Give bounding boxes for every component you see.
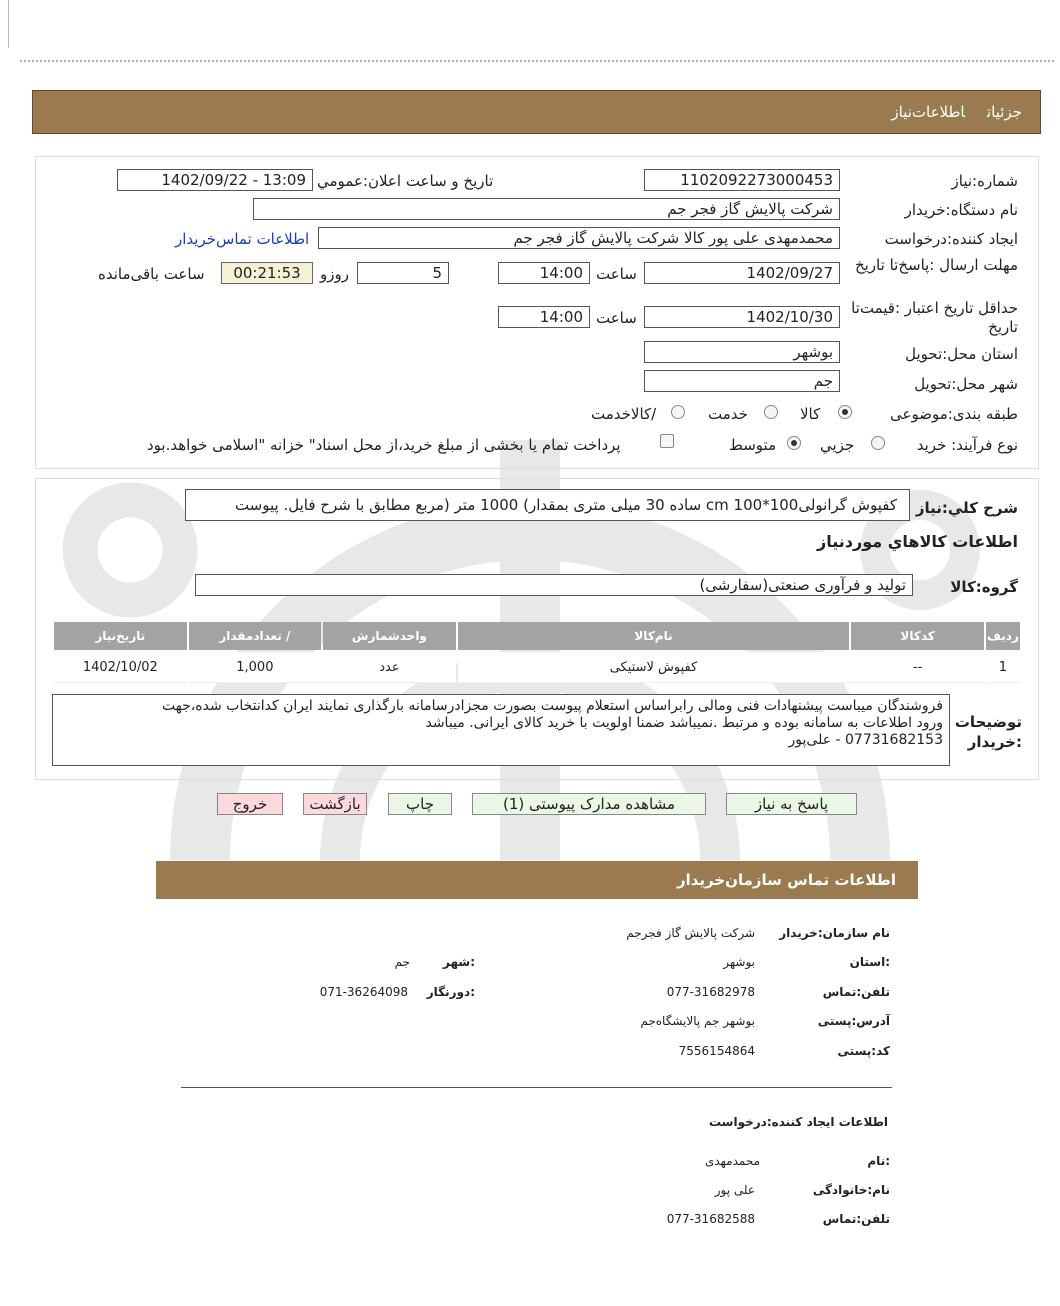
col-name: نام‌کالا <box>458 622 850 650</box>
validity-date-field: 1402/10/30 <box>644 306 840 328</box>
creator-phone-value: 077-31682588 <box>666 1212 755 1226</box>
cell-need-date: 1402/10/02 <box>54 652 187 683</box>
tab-details[interactable]: جزئیات <box>987 103 1022 121</box>
remaining-time-field: 00:21:53 <box>221 262 313 284</box>
treasury-payment-checkbox[interactable] <box>660 434 674 448</box>
goods-group-label: گروه:کالا <box>950 578 1018 596</box>
contact-phone-value: 077-31682978 <box>666 985 755 999</box>
cell-name: کفپوش لاستیکی <box>458 652 850 683</box>
contact-address-label: آدرس:پستی <box>817 1014 890 1028</box>
reply-button[interactable]: پاسخ به نیاز <box>726 793 857 815</box>
process-minor-label: جزیي <box>820 436 855 454</box>
announce-date-field: 1402/09/22 - 13:09 <box>117 169 313 191</box>
creator-name-value: محمدمهدی <box>704 1154 760 1168</box>
general-desc-label: شرح کلي:نیاز <box>915 499 1018 517</box>
back-button[interactable]: بازگشت <box>303 793 367 815</box>
contact-postal-value: 7556154864 <box>678 1044 755 1058</box>
need-number-label: شماره:نیاز <box>951 172 1018 190</box>
top-dotted-divider <box>20 60 1054 62</box>
process-type-label: نوع فرآیند: خرید <box>916 436 1018 454</box>
contact-province-value: بوشهر <box>723 955 755 969</box>
view-attachments-button[interactable]: مشاهده مدارک پیوستی (1) <box>472 793 706 815</box>
creator-field: محمدمهدی علی پور کالا شرکت پالایش گاز فجر جم <box>318 227 840 249</box>
category-service-radio[interactable] <box>764 405 778 419</box>
contact-phone-label: تلفن:تماس <box>822 985 890 999</box>
creator-name-label: :نام <box>867 1154 890 1168</box>
contact-fax-value: 071-36264098 <box>319 985 408 999</box>
process-medium-radio[interactable] <box>787 436 801 450</box>
deadline-time-field: 14:00 <box>498 262 590 284</box>
buyer-notes-line2: ورود اطلاعات به سامانه بوده و مرتبط .نمیباشد ضمنا اولویت با خرید کالای ایرانی. میباشد <box>425 715 943 731</box>
category-both-radio[interactable] <box>671 405 685 419</box>
process-medium-label: متوسط <box>729 436 777 454</box>
buyer-notes-line1: فروشندگان میباست پیشنهادات فنی ومالی رابراساس استعلام پیوست بصورت مجزادرسامانه بارگذاری نمایند ایران کدانتخاب شده،جهت <box>161 698 943 714</box>
items-heading: اطلاعات کالاهاي موردنیاز <box>817 532 1018 551</box>
contact-org-label: نام سازمان:خریدار <box>779 926 890 940</box>
creator-info-heading: اطلاعات ایجاد کننده:درخواست <box>708 1115 888 1129</box>
contact-divider <box>181 1087 892 1088</box>
days-label: روزو <box>320 265 349 283</box>
general-desc-field: کفپوش گرانولی100*100 cm ساده 30 میلی متری بمقدار) 1000 متر (مربع مطابق با شرح فایل. پیوست <box>185 489 910 521</box>
buyer-contact-link[interactable]: اطلاعات تماس‌خریدار <box>175 230 310 248</box>
buyer-notes-label: توضیحات :خریدار <box>954 713 1022 751</box>
exit-button[interactable]: خروج <box>217 793 283 815</box>
buyer-notes-line3: 07731682153 - علی‌پور <box>788 732 943 748</box>
goods-group-field: تولید و فرآوری صنعتی(سفارشی) <box>195 574 913 596</box>
city-label: شهر محل:تحویل <box>914 375 1018 393</box>
col-code: کدکالا <box>851 622 984 650</box>
remaining-time-label: ساعت باقی‌مانده <box>98 265 205 283</box>
province-label: استان محل:تحویل <box>905 345 1018 363</box>
cell-quantity: 1,000 <box>189 652 322 683</box>
deadline-time-label: ساعت <box>596 265 637 283</box>
validity-label: حداقل تاریخ اعتبار :قیمت‌تا تاریخ <box>851 299 1018 336</box>
cell-unit: عدد <box>323 652 456 683</box>
items-table <box>52 620 1022 685</box>
buyer-notes-box <box>52 694 950 766</box>
validity-time-field: 14:00 <box>498 306 590 328</box>
contact-org-value: شرکت پالایش گاز فجرجم <box>626 926 755 940</box>
items-table-header <box>54 622 1020 650</box>
left-edge-line <box>8 0 9 48</box>
province-field: بوشهر <box>644 341 840 363</box>
cell-row: 1 <box>986 652 1020 683</box>
table-row <box>54 652 1020 683</box>
category-goods-radio[interactable] <box>838 405 852 419</box>
col-row: ردیف <box>986 622 1020 650</box>
buyer-org-field: شرکت پالایش گاز فجر جم <box>253 198 840 220</box>
deadline-date-field: 1402/09/27 <box>644 262 840 284</box>
contact-header-bar <box>156 861 918 899</box>
contact-city-label: :شهر <box>443 955 475 969</box>
contact-province-label: :استان <box>849 955 890 969</box>
contact-fax-label: :دورنگار <box>426 985 475 999</box>
days-field: 5 <box>357 262 449 284</box>
tab-need-info[interactable]: اطلاعات‌نیاز <box>891 103 965 121</box>
process-minor-radio[interactable] <box>871 436 885 450</box>
contact-section-title: اطلاعات تماس سازمان‌خریدار <box>676 871 896 889</box>
col-quantity: / تعدادمقدار <box>189 622 322 650</box>
announce-label: تاریخ و ساعت اعلان:عمومي <box>317 172 494 190</box>
creator-label: ایجاد کننده:درخواست <box>884 230 1018 248</box>
category-goods-label: کالا <box>800 405 821 423</box>
cell-code: -- <box>851 652 984 683</box>
contact-address-value: بوشهر جم پالایشگاه‌جم <box>640 1014 755 1028</box>
page-header-bar <box>32 90 1041 134</box>
items-table-wrap <box>52 620 1022 685</box>
treasury-payment-note: پرداخت تمام یا بخشی از مبلغ خرید،از محل اسناد" خزانه "اسلامی خواهد.بود <box>147 436 621 454</box>
creator-phone-label: تلفن:تماس <box>822 1212 890 1226</box>
creator-family-value: علی پور <box>714 1183 755 1197</box>
validity-time-label: ساعت <box>596 309 637 327</box>
col-need-date: تاریخ‌نیاز <box>54 622 187 650</box>
need-number-field: 1102092273000453 <box>644 169 840 191</box>
category-service-label: خدمت <box>708 405 748 423</box>
contact-postal-label: کد:پستی <box>837 1044 890 1058</box>
print-button[interactable]: چاپ <box>388 793 452 815</box>
category-label: طبقه بندی:موضوعی <box>890 405 1018 423</box>
deadline-label: مهلت ارسال :پاسخ‌تا تاریخ <box>854 256 1018 274</box>
buyer-org-label: نام دستگاه:خریدار <box>904 201 1018 219</box>
category-both-label: /کالاخدمت <box>591 405 657 423</box>
creator-family-label: نام:خانوادگی <box>812 1183 890 1197</box>
contact-city-value: جم <box>394 955 410 969</box>
col-unit: واحدشمارش <box>323 622 456 650</box>
city-field: جم <box>644 370 840 392</box>
